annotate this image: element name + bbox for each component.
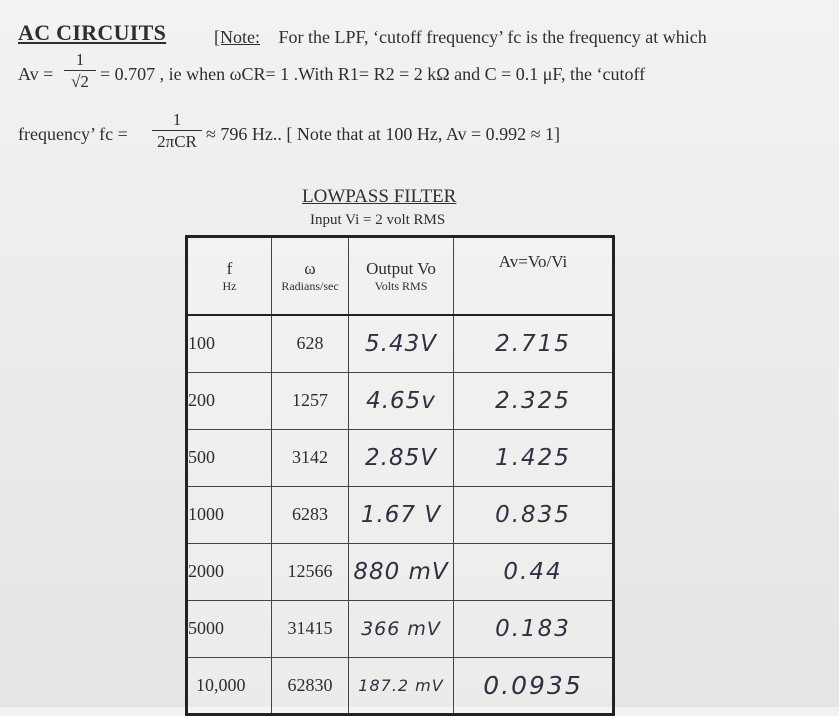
table-title: LOWPASS FILTER bbox=[302, 186, 457, 207]
table-row bbox=[187, 315, 614, 372]
cell-omega: 31415 bbox=[272, 600, 349, 657]
fraction-denominator: 2πCR bbox=[152, 130, 202, 153]
fraction-numerator: 1 bbox=[75, 50, 85, 69]
column-header-main: ω bbox=[304, 258, 316, 278]
table-header-row bbox=[187, 237, 614, 316]
column-header-gain bbox=[454, 237, 614, 316]
section-heading: AC CIRCUITS bbox=[18, 20, 167, 45]
cell-frequency: 1000 bbox=[187, 486, 272, 543]
table-subtitle: Input Vi = 2 volt RMS bbox=[310, 212, 446, 228]
note-label: [Note: bbox=[214, 27, 260, 47]
cell-output-handwritten: 5.43V bbox=[349, 315, 454, 372]
cell-frequency: 2000 bbox=[187, 543, 272, 600]
cell-frequency: 500 bbox=[187, 429, 272, 486]
column-header-sub: Radians/sec bbox=[281, 278, 339, 293]
cell-frequency: 100 bbox=[187, 315, 272, 372]
cell-frequency: 200 bbox=[187, 372, 272, 429]
column-header-main: Output Vo bbox=[366, 258, 436, 278]
note-text-2: = 0.707 , ie when ωCR= 1 .With R1= R2 = 2 kΩ and C = 0.1 μF, the ‘cutoff bbox=[100, 64, 646, 84]
lowpass-filter-table bbox=[185, 235, 615, 716]
table-row bbox=[187, 600, 614, 657]
cell-output-handwritten: 366 mV bbox=[349, 600, 454, 657]
cell-omega: 628 bbox=[272, 315, 349, 372]
note-text-3-start: frequency’ fc = bbox=[18, 124, 128, 144]
fraction-denominator: √2 bbox=[64, 70, 96, 93]
cell-gain-handwritten: 0.44 bbox=[454, 543, 614, 600]
cell-gain-handwritten: 0.0935 bbox=[454, 657, 614, 714]
table-row bbox=[187, 372, 614, 429]
cell-frequency: 10,000 bbox=[187, 657, 272, 714]
cell-output-handwritten: 880 mV bbox=[349, 543, 454, 600]
cell-gain-handwritten: 0.835 bbox=[454, 486, 614, 543]
cell-omega: 6283 bbox=[272, 486, 349, 543]
column-header-sub: Volts RMS bbox=[374, 278, 428, 293]
table-row bbox=[187, 657, 614, 714]
cell-output-handwritten: 187.2 mV bbox=[349, 657, 454, 714]
cell-frequency: 5000 bbox=[187, 600, 272, 657]
cell-omega: 12566 bbox=[272, 543, 349, 600]
column-header-frequency bbox=[187, 237, 272, 316]
table-row bbox=[187, 486, 614, 543]
cell-output-handwritten: 4.65v bbox=[349, 372, 454, 429]
cell-omega: 62830 bbox=[272, 657, 349, 714]
cell-output-handwritten: 2.85V bbox=[349, 429, 454, 486]
av-label: Av = bbox=[18, 64, 54, 84]
table-row bbox=[187, 429, 614, 486]
column-header-output bbox=[349, 237, 454, 316]
cell-gain-handwritten: 2.325 bbox=[454, 372, 614, 429]
cell-omega: 3142 bbox=[272, 429, 349, 486]
column-header-sub: Hz bbox=[222, 278, 237, 293]
cell-output-handwritten: 1.67 V bbox=[349, 486, 454, 543]
column-header-main: Av=Vo/Vi bbox=[498, 252, 568, 271]
fraction-cutoff bbox=[152, 110, 202, 153]
fraction-numerator: 1 bbox=[172, 110, 182, 129]
cell-gain-handwritten: 1.425 bbox=[454, 429, 614, 486]
note-text-3-rest: ≈ 796 Hz.. [ Note that at 100 Hz, Av = 0.992 ≈ 1] bbox=[206, 124, 561, 144]
cell-gain-handwritten: 0.183 bbox=[454, 600, 614, 657]
column-header-omega bbox=[272, 237, 349, 316]
column-header-main: f bbox=[226, 258, 233, 278]
note-text-1: For the LPF, ‘cutoff frequency’ fc is the frequency at which bbox=[278, 27, 707, 47]
fraction-one-over-root-two bbox=[64, 50, 96, 93]
table-row bbox=[187, 543, 614, 600]
note-line-1 bbox=[214, 27, 707, 48]
cell-gain-handwritten: 2.715 bbox=[454, 315, 614, 372]
cell-omega: 1257 bbox=[272, 372, 349, 429]
